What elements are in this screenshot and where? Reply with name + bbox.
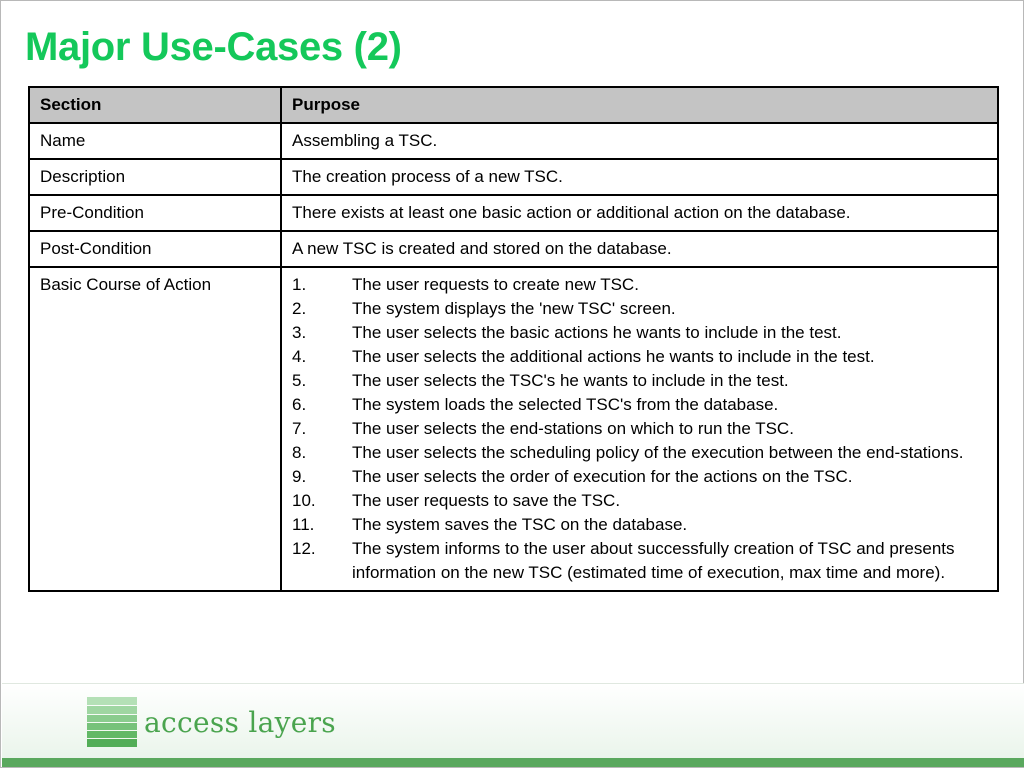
step-text: The user selects the additional actions he wants to include in the test. — [352, 347, 875, 366]
section-cell: Basic Course of Action — [29, 267, 281, 591]
table-row-course-of-action — [29, 267, 998, 591]
list-item — [292, 417, 987, 441]
section-cell: Description — [29, 159, 281, 195]
step-number: 7. — [292, 419, 307, 438]
step-text: The system loads the selected TSC's from the database. — [352, 395, 779, 414]
table-row — [29, 195, 998, 231]
course-steps-list — [292, 273, 987, 585]
list-item — [292, 297, 987, 321]
list-item — [292, 537, 987, 585]
step-number: 12. — [292, 539, 316, 558]
list-item — [292, 513, 987, 537]
list-item — [292, 369, 987, 393]
section-cell: Name — [29, 123, 281, 159]
step-text: The system saves the TSC on the database. — [352, 515, 688, 534]
table-row — [29, 123, 998, 159]
striped-block-logo-icon — [87, 697, 137, 747]
step-text: The user requests to save the TSC. — [352, 491, 621, 510]
footer-divider — [2, 758, 1024, 767]
step-number: 9. — [292, 467, 307, 486]
use-case-table — [28, 86, 999, 592]
step-number: 4. — [292, 347, 307, 366]
purpose-cell: There exists at least one basic action or additional action on the database. — [281, 195, 998, 231]
column-header-purpose: Purpose — [281, 87, 998, 123]
list-item — [292, 441, 987, 465]
table-row — [29, 231, 998, 267]
list-item — [292, 345, 987, 369]
section-cell: Post-Condition — [29, 231, 281, 267]
slide-title: Major Use-Cases (2) — [25, 25, 402, 69]
purpose-cell: The creation process of a new TSC. — [281, 159, 998, 195]
list-item — [292, 321, 987, 345]
step-number: 10. — [292, 491, 316, 510]
step-text: The user selects the TSC's he wants to include in the test. — [352, 371, 789, 390]
step-text: The user selects the end-stations on which to run the TSC. — [352, 419, 794, 438]
column-header-section: Section — [29, 87, 281, 123]
section-cell: Pre-Condition — [29, 195, 281, 231]
step-number: 11. — [292, 515, 315, 534]
list-item — [292, 273, 987, 297]
step-text: The system informs to the user about successfully creation of TSC and presents information on the new TSC (estimated time of execution, max time and more). — [352, 539, 955, 582]
step-number: 1. — [292, 275, 307, 294]
step-text: The user selects the order of execution for the actions on the TSC. — [352, 467, 853, 486]
step-text: The system displays the 'new TSC' screen. — [352, 299, 676, 318]
step-number: 6. — [292, 395, 307, 414]
step-text: The user requests to create new TSC. — [352, 275, 639, 294]
step-text: The user selects the basic actions he wants to include in the test. — [352, 323, 842, 342]
purpose-cell: A new TSC is created and stored on the database. — [281, 231, 998, 267]
purpose-cell — [281, 267, 998, 591]
step-number: 2. — [292, 299, 307, 318]
list-item — [292, 465, 987, 489]
step-number: 8. — [292, 443, 307, 462]
step-number: 5. — [292, 371, 307, 390]
list-item — [292, 393, 987, 417]
table-header-row — [29, 87, 998, 123]
purpose-cell: Assembling a TSC. — [281, 123, 998, 159]
step-number: 3. — [292, 323, 307, 342]
step-text: The user selects the scheduling policy of the execution between the end-stations. — [352, 443, 964, 462]
table-row — [29, 159, 998, 195]
brand-logo-text: access layers — [144, 706, 336, 739]
list-item — [292, 489, 987, 513]
